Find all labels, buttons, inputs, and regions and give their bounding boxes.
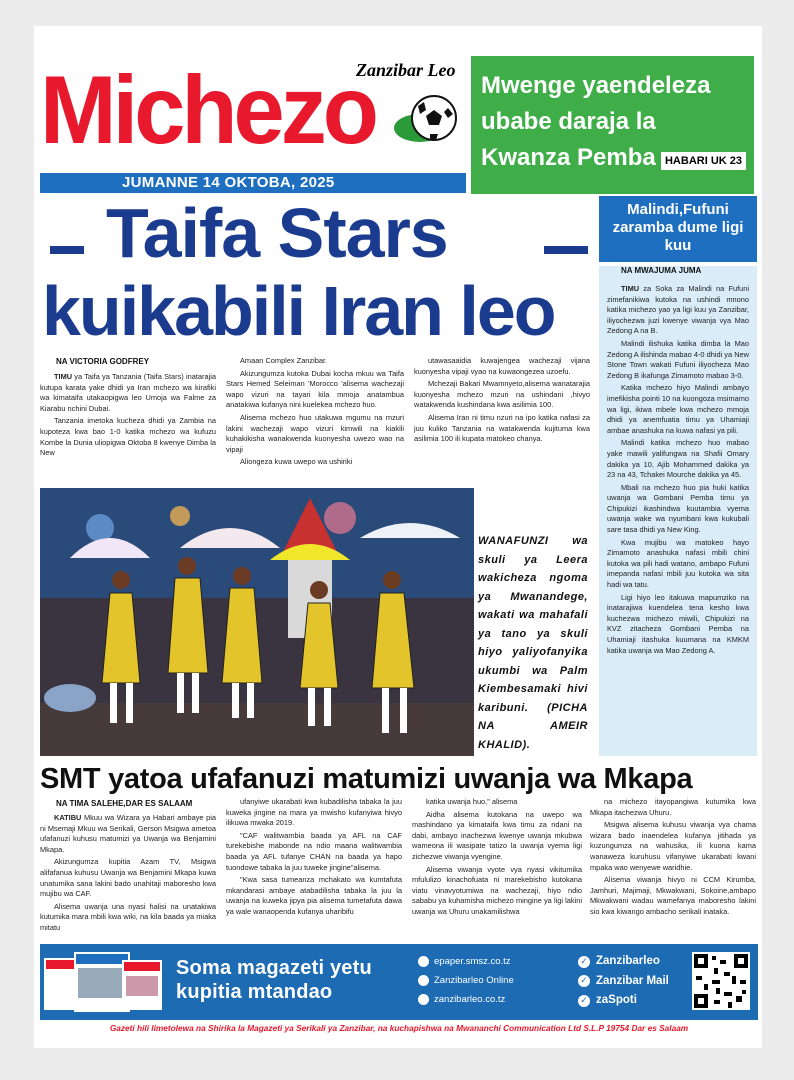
teaser-box <box>471 56 754 194</box>
link-social-text: Zanzibarleo Online <box>434 975 514 986</box>
paragraph <box>40 372 216 414</box>
check-icon: ✓ <box>578 956 590 968</box>
paragraph: "CAF walitwambia baada ya AFL na CAF turekebishe mabonde na ndio maana walitwambia baada ya AFL tufanye CHAN na baada ya hapo tuondowe tabaka la juu tuweke jingine"alisema. <box>226 830 402 872</box>
masthead-title: Michezo <box>40 56 375 164</box>
ad-slogan-line2: kupitia mtandao <box>176 981 333 1003</box>
brand-item <box>578 991 669 1011</box>
globe-icon <box>418 994 429 1005</box>
lead-column-3 <box>414 356 590 447</box>
paragraph <box>607 438 749 480</box>
sidebar-headline-box <box>599 196 757 262</box>
paragraph: Alisema viwanja vyote vya nyasi vikitumika mfululizo kinachofuata ni marekebisho kutokana viatu vinavyotumiwa na wachezaji, hiyo ndio sababu ya kuhamisha michezo mingine ya ligi lakini uwanja wa Uhuru unakamilishwa <box>412 864 582 916</box>
date-bar <box>40 173 466 193</box>
paragraph: "Kwa sasa tumeanza mchakato wa kumtafuta mkandarasi ambaye atabadilisha tabaka la juu la uwanja na kuweka jipya pia alisema tumetafuta dawa ya wale wanaopenda kufanya uharibifu <box>226 875 402 916</box>
second-column-1 <box>40 813 216 936</box>
brand-item <box>578 952 669 972</box>
ad-slogan <box>176 956 372 1004</box>
sidebar-headline: Malindi,Fufuni zaramba dume ligi kuu <box>612 201 744 254</box>
lead-column-2 <box>226 356 404 470</box>
headline-dash-left <box>50 246 84 254</box>
paragraph: ufanyiwe ukarabati kwa kubadilisha tabaka la juu kuweka jingine na mara ya mwisho kufanyiwa hivyo ilikuwa mwaka 2019. <box>226 797 402 828</box>
lead-byline: NA VICTORIA GODFREY <box>56 357 150 366</box>
paragraph <box>607 483 749 536</box>
ad-links <box>418 952 514 1009</box>
second-headline: SMT yatoa ufafanuzi matumizi uwanja wa Mkapa <box>40 763 693 795</box>
lead-headline-line1: Taifa Stars <box>106 194 448 272</box>
paragraph: Aliongeza kuwa uwepo wa ushiriki <box>240 457 353 467</box>
paragraph-text: Mbali na mchezo huo pia huki katika uwanja wa Gombani Pemba timu ya Chipukizi ikashindwa kuutambia vyema uwanja wake wa nyumbani kwa kukubali sare tasa dhidi ya New King. <box>607 482 749 535</box>
publisher-footer: Gazeti hili limetolewa na Shirika la Magazeti ya Serikali ya Zanzibar, na kuchapishwa na Mwananchi Communication Ltd S.L.P 19754 Dar es Salaam <box>109 1023 689 1033</box>
paragraph-text: Alisema uwanja una nyasi halisi na unatakiwa kutumika mara mbili kwa wiki, na kila baada ya miaka mitatu <box>40 901 216 932</box>
second-column-3 <box>412 797 582 920</box>
paragraph <box>40 902 216 934</box>
brand-item <box>578 972 669 992</box>
lead-headline-line2: kuikabili Iran leo <box>42 272 555 350</box>
globe-icon <box>418 956 429 967</box>
headline-dash-right <box>544 246 588 254</box>
ad-slogan-line1: Soma magazeti yetu <box>176 957 372 979</box>
qr-code-icon[interactable] <box>692 952 750 1010</box>
paragraph-text: za Soka za Malindi na Fufuni zimefanikiwa kutoka na ushindi mnono katika michezo yao ya ligi kuu ya Zanzibar, iliyochezwa juzi kwenye viwanja vya Mao Zedong A na B. <box>607 284 749 336</box>
brand-name: Zanzibar Mail <box>596 974 669 987</box>
social-icons <box>418 975 429 986</box>
lead-column-1 <box>40 372 216 461</box>
paragraph: na michezo itayopangiwa kutumika kwa Mkapa itachezwa Uhuru. <box>590 797 756 817</box>
brand-name: Zanzibarleo <box>596 955 660 967</box>
paragraph <box>40 857 216 899</box>
paragraph <box>607 538 749 591</box>
paragraph-text: ya Taifa ya Tanzania (Taifa Stars) inatarajia kutupa karata yake dhidi ya Iran mchezo wa kirafiki wa kimataifa utakaopigwa leo Umoja wa Falme za Kiarabu nchini Dubai. <box>40 372 216 413</box>
paragraph: Akizungumza kutoka Dubai kocha mkuu wa Taifa Stars Hemed Seleiman 'Morocco 'alisema wachezaji wapo vizuri na tayari kila mmoja anatambua anatakiwa kufanya nini kuelekea mchezo huo. <box>226 368 404 410</box>
paragraph <box>607 383 749 436</box>
paragraph <box>40 416 216 458</box>
lead-in: KATIBU <box>54 813 82 822</box>
check-icon: ✓ <box>578 995 590 1007</box>
paragraph: Msigwa alisema kuhusu viwanja vya chama wizara bado inaendelea kufanya jitihada ya kuzungumza na wahusika, ili kuona kama wanaweza kuruhusu vifanyiwe ukarabati kwani mpaka wao wenyewe waridhie. <box>590 820 756 872</box>
paragraph-text: Akizungumza kupitia Azam TV, Msigwa alifafanua kuhusu Uwanja wa Benjamini Mkapa kuwa unatumika sana lakini bado unahitaji maboresho kwa mujibu wa CAF. <box>40 857 216 899</box>
sidebar-byline: NA MWAJUMA JUMA <box>621 266 702 275</box>
newspaper-page <box>34 26 762 1048</box>
teaser-page-ref: HABARI UK 23 <box>661 152 746 170</box>
epaper-ad-banner[interactable] <box>40 944 758 1020</box>
paragraph <box>607 284 749 337</box>
paragraph <box>607 339 749 381</box>
paragraph: katika uwanja huo," alisema <box>426 797 518 806</box>
paragraph-text: Mkuu wa Wizara ya Habari ambaye pia ni Msemaji Mkuu wa Serikali, Gerson Msigwa ametoa ufafanuzi kuhusu matumizi ya Uwanja wa Benjamini Mkapa. <box>40 813 216 854</box>
paragraph-text: Malindi ilishuka katika dimba la Mao Zedong A ilishinda mabao 4-0 dhidi ya New Stone Town wakati Fufuni iliyocheza Mao Zedong B ikafunga Zimamoto mabao 3-0. <box>607 338 749 380</box>
second-column-2 <box>226 797 402 920</box>
paragraph <box>40 813 216 855</box>
link-website[interactable] <box>418 990 514 1009</box>
link-epaper[interactable] <box>418 952 514 971</box>
paragraph-text: Tanzania imetoka kucheza dhidi ya Zambia na kupoteza kwa bao 1-0 katika mchezo wa kufuzu Kombe la Dunia uliopigwa Oktoba 8 kwenye Dimba la New <box>40 416 216 458</box>
second-column-4 <box>590 797 756 920</box>
paragraph: Amaan Complex Zanzibar. <box>240 356 328 365</box>
paragraph: Alisema Iran ni timu nzuri na ipo katika nafasi za juu kuliko Tanzania na watakwenda kujituma kwa asilimia 100 ili kupata matokeo chanya. <box>414 412 590 444</box>
paragraph: Alisema viwanja hivyo ni CCM Kirumba, Jamhuri, Majimaji, Mkwakwani, Sokoine,ambapo Mkwakwani wadau wamefanya maboresho lakini sio kwa kiwango ambacho serikali inataka. <box>590 875 756 916</box>
issue-date: JUMANNE 14 OKTOBA, 2025 <box>122 174 335 191</box>
link-website-text: zanzibarleo.co.tz <box>434 994 506 1005</box>
lead-in: TIMU <box>621 284 640 293</box>
paragraph: Mchezaji Bakari Mwamnyeto,alisema wanatarajia kuonyesha mchezo mzuri na ushindani ,hivyo watakwenda kushindana kwa asilimia 100. <box>414 379 590 410</box>
second-byline: NA TIMA SALEHE,DAR ES SALAAM <box>56 799 193 808</box>
link-social[interactable] <box>418 971 514 990</box>
sidebar-text <box>607 284 749 658</box>
paragraph: utawasaaidia kuwajengea wachezaji vijana kuonyesha vipaji vyao na kuwaongezea uzoefu. <box>414 356 590 376</box>
paragraph-text: Katika mchezo hiyo Malindi ambayo imefikisha pointi 10 na kuongoza msimamo wa ligi, ikiwa mbele kwa mchezo mmoja dhidi ya anemfuatia timu ya Uhamiaji ambae anashuka na kuwa nafasi ya pili. <box>607 383 749 435</box>
check-icon: ✓ <box>578 975 590 987</box>
paragraph: Alisema mchezo huo utakuwa mgumu na mzuri lakini wachezaji wapo vizuri kimwili na kiakili kuhakikisha wanakwenda kuonyesha uwezo wao na vipaji <box>226 412 404 454</box>
paragraph-text: Ligi hiyo leo itakuwa mapumziko na inatarajiwa kuendelea tena kesho kwa kuchezwa michezo miwili, Chipukizi na KVZ zitacheza Gombani Pemba na Uhamiaji itashuka kuumana na KMKM katika uwanja wa Mao Zedong A. <box>607 592 749 655</box>
soccer-ball-icon <box>390 86 462 158</box>
lead-in: TIMU <box>54 372 73 381</box>
photo-caption: WANAFUNZI wa skuli ya Leera wakicheza ngoma ya Mwanandege, wakati wa mahafali ya tano ya skuli hiyo yaliyofanyika ukumbi wa Palm Kiembesamaki hivi karibuni. (PICHA NA AMEIR KHALID). <box>478 535 588 751</box>
paragraph-text: Kwa mujibu wa matokeo hayo Zimamoto anashuka nafasi mbili chini kutoka wa pili hadi watano, ambapo Fufuni imepanda nafasi mbili juu kutoka wa sita hadi wa tatu. <box>607 537 749 590</box>
paragraph <box>607 593 749 657</box>
masthead-brand: Zanzibar Leo <box>356 60 456 80</box>
magazine-stack-icon <box>44 952 164 1014</box>
paragraph-text: Malindi katika mchezo huo mabao yake mawili yalifungwa na Shafii Omary dakika ya 10, Ajib Mohammed dakika ya 23 na 43, Tchakei Mourche dakika ya 45. <box>607 438 749 480</box>
ad-brands <box>578 952 669 1011</box>
brand-name: zaSpoti <box>596 994 637 1006</box>
sidebar-article <box>599 266 757 756</box>
paragraph: Aidha alisema kutokana na uwepo wa mashindano ya kimataifa kwa timu za ndani na dabi, ambayo inachezwa kwenye uwanja mkubwa wameona ili wasipate tatizo la uwanja vyema ligi zichezwe viwanja vyengine. <box>412 809 582 861</box>
link-epaper-text: epaper.smsz.co.tz <box>434 956 511 967</box>
teaser-headline: Mwenge yaendeleza ubabe daraja la Kwanza Pemba <box>481 72 711 171</box>
dance-photo <box>40 488 474 756</box>
